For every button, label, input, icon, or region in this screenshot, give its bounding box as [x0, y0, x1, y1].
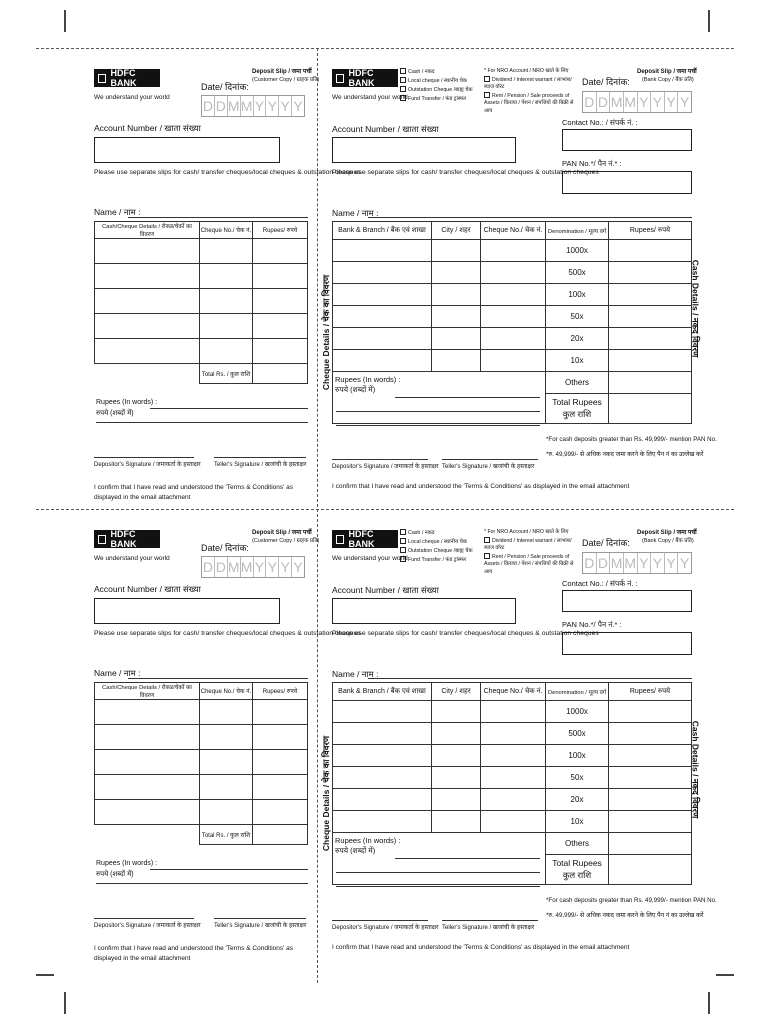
signature-line: [214, 457, 306, 458]
deposit-type-option[interactable]: Fund Transfer / फंड ट्रांस्फर: [400, 556, 473, 565]
date-digit-box[interactable]: Y: [254, 557, 267, 577]
hdfc-logo-icon: [98, 74, 106, 83]
date-digit-box[interactable]: Y: [266, 96, 279, 116]
bank-logo: HDFC BANK: [94, 69, 160, 87]
rupees-words-label: Rupees (In words) :: [96, 399, 158, 406]
cell-city[interactable]: [432, 701, 481, 723]
cell-bank-branch[interactable]: [333, 811, 432, 833]
date-label: Date/ दिनांक:: [201, 82, 249, 92]
checkbox[interactable]: [484, 553, 490, 559]
separate-slips-note: Please use separate slips for cash/ transfer cheques/local cheques & outstation cheques: [332, 630, 599, 637]
bank-tagline: We understand your world: [332, 94, 408, 101]
col-denomination: Denomination / मूल्य वर्ग: [546, 222, 609, 240]
signature-line: [442, 459, 538, 460]
cell-cheque-no[interactable]: [481, 767, 546, 789]
date-digit-box[interactable]: Y: [665, 553, 679, 573]
separate-slips-note: Please use separate slips for cash/ transfer cheques/local cheques & outstation cheques: [332, 169, 599, 176]
account-number-label: Account Number / खाता संख्या: [94, 584, 201, 594]
cell-details[interactable]: [95, 264, 200, 289]
checkbox[interactable]: [400, 556, 406, 562]
date-digit-box[interactable]: Y: [638, 553, 652, 573]
rupees-words-label: Rupees (In words) :: [335, 375, 401, 384]
checkbox[interactable]: [400, 538, 406, 544]
others-field[interactable]: [609, 833, 692, 855]
hdfc-logo-icon: [336, 535, 344, 544]
cell-cheque-no[interactable]: [481, 284, 546, 306]
denomination-50: 50x: [546, 306, 609, 328]
cut-mark: [36, 974, 54, 976]
account-number-field[interactable]: [332, 137, 516, 163]
date-label: Date/ दिनांक:: [201, 543, 249, 553]
checkbox[interactable]: [400, 77, 406, 83]
bank-logo: HDFC BANK: [94, 530, 160, 548]
denomination-1000: 1000x: [546, 701, 609, 723]
slip-title: Deposit Slip / जमा पर्ची: [637, 530, 697, 536]
cell-cheque-no[interactable]: [481, 306, 546, 328]
nro-options: [484, 68, 576, 116]
date-digit-box[interactable]: M: [227, 98, 240, 114]
cell-cheque-no[interactable]: [200, 289, 253, 314]
deposit-type-option[interactable]: Outstation Cheque /बाह्य चेक: [400, 86, 473, 95]
date-digit-box[interactable]: M: [610, 94, 623, 110]
cell-cheque-no[interactable]: [200, 775, 253, 800]
deposit-type-option[interactable]: Fund Transfer / फंड ट्रांस्फर: [400, 95, 473, 104]
cell-rupees[interactable]: [253, 339, 308, 364]
date-digit-box[interactable]: D: [215, 98, 226, 114]
nro-heading: * For NRO Account / NRO खाते के लिए: [484, 529, 569, 535]
customer-copy-label: (Customer Copy / ग्राहक प्रति): [252, 77, 320, 83]
slip-title: Deposit Slip / जमा पर्ची: [252, 530, 312, 536]
bank-logo: HDFC BANK: [332, 530, 398, 548]
cell-rupees[interactable]: [253, 314, 308, 339]
cell-cheque-no[interactable]: [481, 701, 546, 723]
checkbox[interactable]: [400, 529, 406, 535]
rupees-words-line: [336, 411, 540, 412]
date-digit-box[interactable]: D: [583, 553, 597, 573]
cell-bank-branch[interactable]: [333, 789, 432, 811]
cell-rupees[interactable]: [609, 240, 692, 262]
col-rupees: Rupees/ रुपये: [609, 683, 692, 701]
cell-cheque-no[interactable]: [481, 723, 546, 745]
cell-city[interactable]: [432, 262, 481, 284]
cell-bank-branch[interactable]: [333, 284, 432, 306]
date-digit-box[interactable]: M: [227, 559, 240, 575]
bank-logo: HDFC BANK: [332, 69, 398, 87]
date-digit-box[interactable]: Y: [651, 92, 665, 112]
cell-bank-branch[interactable]: [333, 767, 432, 789]
cell-cheque-no[interactable]: [200, 339, 253, 364]
cheque-details-table: [94, 682, 308, 845]
deposit-type-option[interactable]: Cash / नकद: [400, 68, 473, 77]
signature-line: [332, 459, 428, 460]
cell-rupees[interactable]: [609, 745, 692, 767]
signature-line: [442, 920, 538, 921]
cell-rupees[interactable]: [609, 701, 692, 723]
col-details: Cash/Cheque Details / रोकड/चेकों का विवरण: [95, 222, 200, 239]
rupees-words-line: [336, 886, 540, 887]
cell-cheque-no[interactable]: [200, 314, 253, 339]
denomination-10: 10x: [546, 350, 609, 372]
cell-cheque-no[interactable]: [481, 350, 546, 372]
date-digit-box[interactable]: M: [610, 555, 623, 571]
deposit-type-options: [400, 529, 473, 565]
denomination-10: 10x: [546, 811, 609, 833]
slip-title: Deposit Slip / जमा पर्ची: [252, 69, 312, 75]
col-bank-branch: Bank & Branch / बैंक एवं शाखा: [333, 683, 432, 701]
name-label: Name / नाम :: [332, 208, 379, 218]
total-rupees-label: Total Rupees कुल राशि: [546, 394, 609, 424]
total-rs-label: Total Rs. / कुल राशि: [200, 825, 253, 845]
cheque-details-vertical: Cheque Details / चेक का विवरण: [321, 274, 331, 391]
cheque-details-vertical: Cheque Details / चेक का विवरण: [321, 735, 331, 852]
date-digit-box[interactable]: Y: [266, 557, 279, 577]
date-digit-box[interactable]: D: [202, 98, 213, 114]
nro-heading: * For NRO Account / NRO खाते के लिए: [484, 68, 569, 74]
cell-rupees[interactable]: [253, 750, 308, 775]
rupees-words-hindi: रुपये (शब्दों में): [96, 410, 134, 417]
cash-details-vertical: Cash Details / नकद विवरण: [690, 259, 701, 358]
date-digit-box[interactable]: Y: [651, 553, 665, 573]
cell-cheque-no[interactable]: [200, 700, 253, 725]
col-cheque-no: Cheque No./ चेक नं.: [200, 222, 253, 239]
deposit-type-option[interactable]: Local cheque / स्थानीय चेक: [400, 538, 473, 547]
cell-details[interactable]: [95, 750, 200, 775]
cell-rupees[interactable]: [609, 811, 692, 833]
cell-cheque-no[interactable]: [481, 240, 546, 262]
cell-rupees[interactable]: [609, 284, 692, 306]
pan-note-en: *For cash deposits greater than Rs. 49,999/- mention PAN No.: [546, 436, 717, 443]
contact-label: Contact No.: / संपर्क नं. :: [562, 118, 638, 127]
rupees-words-hindi: रुपये (शब्दों में): [335, 846, 376, 855]
date-digit-box[interactable]: Y: [680, 94, 690, 110]
name-underline: [128, 678, 308, 679]
cell-details[interactable]: [95, 800, 200, 825]
teller-signature-label: Teller's Signature / खजांची के हस्ताक्षर: [442, 925, 535, 931]
contact-field[interactable]: [562, 129, 692, 151]
customer-copy-label: (Customer Copy / ग्राहक प्रति): [252, 538, 320, 544]
contact-field[interactable]: [562, 590, 692, 612]
date-digit-box[interactable]: Y: [293, 559, 303, 575]
cheque-details-table: [94, 221, 308, 384]
date-digit-box[interactable]: Y: [638, 92, 652, 112]
terms-text: I confirm that I have read and understood the 'Terms & Conditions' as displayed in the email attachment: [332, 483, 630, 490]
bank-copy-label: (Bank Copy / बैंक प्रति): [642, 538, 694, 544]
col-rupees: Rupees/ रुपये: [609, 222, 692, 240]
cell-city[interactable]: [432, 789, 481, 811]
deposit-type-option[interactable]: Cash / नकद: [400, 529, 473, 538]
cell-details[interactable]: [95, 289, 200, 314]
rupees-words-line: [336, 425, 540, 426]
rupees-words-line: [96, 883, 308, 884]
cell-city[interactable]: [432, 284, 481, 306]
denomination-500: 500x: [546, 723, 609, 745]
deposit-type-options: [400, 68, 473, 104]
date-field[interactable]: [201, 556, 305, 578]
cell-rupees[interactable]: [253, 800, 308, 825]
bank-tagline: We understand your world: [332, 555, 408, 562]
denomination-100: 100x: [546, 745, 609, 767]
deposit-slip: [0, 510, 770, 971]
checkbox[interactable]: [484, 76, 490, 82]
cut-mark: [64, 10, 66, 32]
denomination-500: 500x: [546, 262, 609, 284]
cell-cheque-no[interactable]: [481, 745, 546, 767]
cell-bank-branch[interactable]: [333, 262, 432, 284]
denomination-20: 20x: [546, 328, 609, 350]
cell-city[interactable]: [432, 240, 481, 262]
pan-note-hi: *रु. 49,999/- से अधिक नकद जमा करने के लिए पैन नं का उल्लेख करें: [546, 912, 704, 919]
date-digit-box[interactable]: D: [215, 559, 226, 575]
cell-details[interactable]: [95, 314, 200, 339]
signature-line: [94, 918, 194, 919]
bank-copy-label: (Bank Copy / बैंक प्रति): [642, 77, 694, 83]
col-rupees: Rupees/ रुपये: [253, 222, 308, 239]
account-number-field[interactable]: [332, 598, 516, 624]
cell-rupees[interactable]: [609, 350, 692, 372]
total-rs-label: Total Rs. / कुल राशि: [200, 364, 253, 384]
cell-bank-branch[interactable]: [333, 701, 432, 723]
name-underline: [368, 217, 692, 218]
cell-rupees[interactable]: [253, 725, 308, 750]
others-label: Others: [546, 833, 609, 855]
date-digit-box[interactable]: D: [597, 92, 611, 112]
cut-mark: [64, 992, 66, 1014]
cash-cheque-table: [332, 221, 692, 424]
cell-rupees[interactable]: [609, 767, 692, 789]
others-label: Others: [546, 372, 609, 394]
total-rs-field[interactable]: [253, 364, 308, 384]
cell-city[interactable]: [432, 306, 481, 328]
cell-cheque-no[interactable]: [200, 239, 253, 264]
col-bank-branch: Bank & Branch / बैंक एवं शाखा: [333, 222, 432, 240]
rupees-words-label: Rupees (In words) :: [335, 836, 401, 845]
rupees-words-line: [150, 408, 308, 409]
denomination-50: 50x: [546, 767, 609, 789]
cell-details[interactable]: [95, 339, 200, 364]
checkbox[interactable]: [400, 95, 406, 101]
rupees-words-line: [395, 397, 540, 398]
col-city: City / शहर: [432, 222, 481, 240]
cut-mark: [708, 10, 710, 32]
depositor-signature-label: Depositor's Signature / जमाकर्ता के हस्ताक्षर: [332, 925, 439, 931]
date-digit-box[interactable]: Y: [254, 96, 267, 116]
name-label: Name / नाम :: [94, 668, 141, 678]
pan-note-hi: *रु. 49,999/- से अधिक नकद जमा करने के लिए पैन नं का उल्लेख करें: [546, 451, 704, 458]
deposit-type-option[interactable]: Local cheque / स्थानीय चेक: [400, 77, 473, 86]
cell-bank-branch[interactable]: [333, 240, 432, 262]
rupees-words-line: [96, 422, 308, 423]
cell-details[interactable]: [95, 239, 200, 264]
terms-text: I confirm that I have read and understood the 'Terms & Conditions' as displayed in the email attachment: [94, 945, 294, 962]
bank-tagline: We understand your world: [94, 94, 170, 101]
account-number-field[interactable]: [94, 598, 280, 624]
cell-rupees[interactable]: [609, 306, 692, 328]
denomination-20: 20x: [546, 789, 609, 811]
date-digit-box[interactable]: Y: [665, 92, 679, 112]
col-details: Cash/Cheque Details / रोकड/चेकों का विवरण: [95, 683, 200, 700]
date-digit-box[interactable]: M: [240, 98, 253, 114]
teller-signature-label: Teller's Signature / खजांची के हस्ताक्षर: [442, 464, 535, 470]
rupees-words-label: Rupees (In words) :: [96, 860, 158, 867]
signature-line: [214, 918, 306, 919]
cell-cheque-no[interactable]: [200, 725, 253, 750]
name-underline: [128, 217, 308, 218]
teller-signature-label: Teller's Signature / खजांची के हस्ताक्षर: [214, 923, 307, 929]
separate-slips-note: Please use separate slips for cash/ transfer cheques/local cheques & outstation cheques: [94, 169, 361, 176]
contact-label: Contact No.: / संपर्क नं. :: [562, 579, 638, 588]
date-digit-box[interactable]: D: [583, 92, 597, 112]
col-rupees: Rupees/ रुपये: [253, 683, 308, 700]
date-field[interactable]: [201, 95, 305, 117]
date-label: Date/ दिनांक:: [582, 77, 630, 87]
signature-line: [94, 457, 194, 458]
total-rupees-field[interactable]: [609, 855, 692, 885]
pan-label: PAN No.*/ पैन नं.* :: [562, 159, 622, 168]
depositor-signature-label: Depositor's Signature / जमाकर्ता के हस्ताक्षर: [94, 923, 201, 929]
nro-options: [484, 529, 576, 577]
hdfc-logo-icon: [336, 74, 344, 83]
checkbox[interactable]: [400, 547, 406, 553]
col-cheque-no: Cheque No./ चेक नं.: [481, 683, 546, 701]
date-digit-box[interactable]: Y: [279, 557, 292, 577]
nro-option[interactable]: Dividend / Interest warrant / लाभांश/ब्याज वॉरंट: [484, 537, 572, 552]
date-digit-box[interactable]: Y: [279, 96, 292, 116]
cell-cheque-no[interactable]: [200, 264, 253, 289]
cut-mark: [716, 974, 734, 976]
signature-line: [332, 920, 428, 921]
depositor-signature-label: Depositor's Signature / जमाकर्ता के हस्ताक्षर: [94, 462, 201, 468]
cell-city[interactable]: [432, 767, 481, 789]
account-number-label: Account Number / खाता संख्या: [332, 124, 439, 134]
cell-rupees[interactable]: [253, 264, 308, 289]
date-digit-box[interactable]: Y: [293, 98, 303, 114]
cell-details[interactable]: [95, 725, 200, 750]
cell-city[interactable]: [432, 328, 481, 350]
cell-rupees[interactable]: [253, 700, 308, 725]
terms-text: I confirm that I have read and understood the 'Terms & Conditions' as displayed in the email attachment: [332, 944, 630, 951]
rupees-words-hindi: रुपये (शब्दों में): [335, 385, 376, 394]
rupees-words-line: [150, 869, 308, 870]
cell-rupees[interactable]: [609, 328, 692, 350]
total-rupees-field[interactable]: [609, 394, 692, 424]
nro-option[interactable]: Dividend / Interest warrant / लाभांश/ब्याज वॉरंट: [484, 76, 572, 91]
rupees-words-line: [395, 858, 540, 859]
cell-details[interactable]: [95, 700, 200, 725]
account-number-field[interactable]: [94, 137, 280, 163]
total-rupees-label: Total Rupees कुल राशि: [546, 855, 609, 885]
pan-note-en: *For cash deposits greater than Rs. 49,999/- mention PAN No.: [546, 897, 717, 904]
rupees-words-line: [336, 872, 540, 873]
cell-cheque-no[interactable]: [200, 800, 253, 825]
cell-bank-branch[interactable]: [333, 306, 432, 328]
date-digit-box[interactable]: M: [624, 555, 637, 571]
bank-tagline: We understand your world: [94, 555, 170, 562]
separate-slips-note: Please use separate slips for cash/ transfer cheques/local cheques & outstation cheques: [94, 630, 361, 637]
cell-bank-branch[interactable]: [333, 723, 432, 745]
teller-signature-label: Teller's Signature / खजांची के हस्ताक्षर: [214, 462, 307, 468]
depositor-signature-label: Depositor's Signature / जमाकर्ता के हस्ताक्षर: [332, 464, 439, 470]
checkbox[interactable]: [400, 68, 406, 74]
date-digit-box[interactable]: M: [240, 559, 253, 575]
account-number-label: Account Number / खाता संख्या: [332, 585, 439, 595]
deposit-slip: [0, 49, 770, 510]
checkbox[interactable]: [484, 537, 490, 543]
date-digit-box[interactable]: D: [597, 553, 611, 573]
cell-city[interactable]: [432, 745, 481, 767]
cell-bank-branch[interactable]: [333, 328, 432, 350]
cash-details-vertical: Cash Details / नकद विवरण: [690, 720, 701, 819]
pan-label: PAN No.*/ पैन नं.* :: [562, 620, 622, 629]
slip-title: Deposit Slip / जमा पर्ची: [637, 69, 697, 75]
col-cheque-no: Cheque No./ चेक नं.: [200, 683, 253, 700]
col-cheque-no: Cheque No./ चेक नं.: [481, 222, 546, 240]
rupees-words-hindi: रुपये (शब्दों में): [96, 871, 134, 878]
cell-rupees[interactable]: [253, 775, 308, 800]
cell-city[interactable]: [432, 350, 481, 372]
name-label: Name / नाम :: [94, 207, 141, 217]
cell-cheque-no[interactable]: [481, 811, 546, 833]
name-label: Name / नाम :: [332, 669, 379, 679]
nro-option[interactable]: Rent / Pension / Sale proceeds of Assets / किराया / पेंशन / संपत्तियों की बिक्री से आय: [484, 92, 574, 114]
col-city: City / शहर: [432, 683, 481, 701]
total-rs-field[interactable]: [253, 825, 308, 845]
denomination-100: 100x: [546, 284, 609, 306]
cut-mark: [708, 992, 710, 1014]
date-field[interactable]: [582, 91, 692, 113]
cell-rupees[interactable]: [609, 262, 692, 284]
checkbox[interactable]: [484, 92, 490, 98]
cell-city[interactable]: [432, 723, 481, 745]
cell-bank-branch[interactable]: [333, 350, 432, 372]
date-digit-box[interactable]: D: [202, 559, 213, 575]
cell-rupees[interactable]: [609, 723, 692, 745]
cell-rupees[interactable]: [253, 239, 308, 264]
hdfc-logo-icon: [98, 535, 106, 544]
cell-cheque-no[interactable]: [200, 750, 253, 775]
date-digit-box[interactable]: M: [624, 94, 637, 110]
checkbox[interactable]: [400, 86, 406, 92]
others-field[interactable]: [609, 372, 692, 394]
deposit-type-option[interactable]: Outstation Cheque /बाह्य चेक: [400, 547, 473, 556]
cash-cheque-table: [332, 682, 692, 885]
date-field[interactable]: [582, 552, 692, 574]
cell-cheque-no[interactable]: [481, 789, 546, 811]
col-denomination: Denomination / मूल्य वर्ग: [546, 683, 609, 701]
cell-cheque-no[interactable]: [481, 328, 546, 350]
cell-details[interactable]: [95, 775, 200, 800]
nro-option[interactable]: Rent / Pension / Sale proceeds of Assets / किराया / पेंशन / संपत्तियों की बिक्री से आय: [484, 553, 574, 575]
cell-rupees[interactable]: [609, 789, 692, 811]
terms-text: I confirm that I have read and understood the 'Terms & Conditions' as displayed in the email attachment: [94, 484, 294, 501]
date-digit-box[interactable]: Y: [680, 555, 690, 571]
denomination-1000: 1000x: [546, 240, 609, 262]
name-underline: [368, 678, 692, 679]
cell-bank-branch[interactable]: [333, 745, 432, 767]
account-number-label: Account Number / खाता संख्या: [94, 123, 201, 133]
cell-rupees[interactable]: [253, 289, 308, 314]
date-label: Date/ दिनांक:: [582, 538, 630, 548]
cell-city[interactable]: [432, 811, 481, 833]
cell-cheque-no[interactable]: [481, 262, 546, 284]
